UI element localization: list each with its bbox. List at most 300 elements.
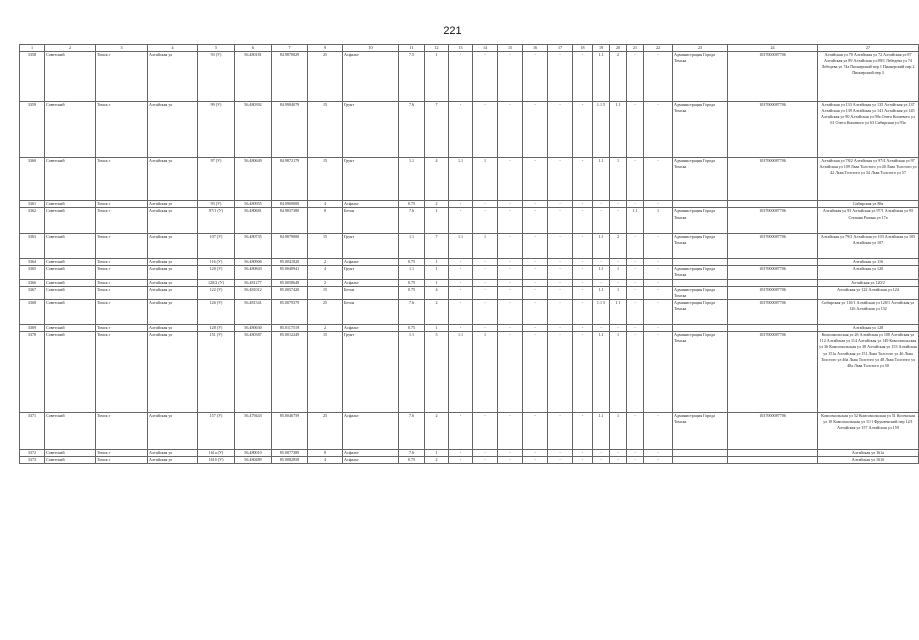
column-header: 9 [308,45,343,52]
table-cell: - [449,457,473,464]
table-row [20,457,919,464]
registry-table [19,44,919,464]
table-cell: Асфальт [343,325,399,332]
table-cell: - [573,52,593,102]
table-cell: - [548,450,573,457]
table-row [20,259,919,266]
table-cell: - [498,286,523,299]
table-cell: 8 [308,450,343,457]
table-cell: - [627,412,644,450]
table-cell: 1037000087706 [728,52,818,102]
table-cell: - [548,208,573,233]
table-cell: - [548,332,573,412]
table-cell: 56.480387 [235,332,272,412]
table-cell: - [473,201,498,208]
table-cell: - [449,412,473,450]
table-cell: - [627,259,644,266]
table-cell: - [644,279,673,286]
table-cell: Алтайская ул 133 Алтайская ул 135 Алтайская ул 137 Алтайская ул 139 Алтайская ул 141 Алтайская ул 145 Алтайская ул 90 Алтайская ул 90а Олега Кошевого ул 61 Олега Кошевого ул 63 Сибирская ул 93а [818,101,919,157]
table-cell: Алтайская ул 70 Алтайская ул 72 Алтайская ул 87 Алтайская ул 89 Алтайская ул 89/1 Лебедева ул 74 Лебедева ул 74а Пионерский пер 1 Пионерский пер 2 Пионерский пер 3 [818,52,919,102]
table-cell: Алтайская ул [148,457,198,464]
table-cell: 1 [610,157,627,201]
table-cell: - [523,299,548,324]
table-cell: - [610,450,627,457]
table-cell: 56.480181 [235,52,272,102]
table-cell: - [548,259,573,266]
table-cell: 1.1 [593,286,610,299]
table-row [20,208,919,233]
column-header: 27 [818,45,919,52]
table-cell: 25 [308,52,343,102]
table-cell: - [523,157,548,201]
table-cell: 56.480681 [235,208,272,233]
table-cell: Томск г [96,233,148,258]
table-row [20,450,919,457]
table-cell: Томск г [96,412,148,450]
table-cell: - [449,279,473,286]
table-cell: - [573,299,593,324]
table-cell: - [498,208,523,233]
table-cell: 7.6 [399,101,425,157]
table-cell: - [573,208,593,233]
table-cell: 157 (У) [198,412,235,450]
table-cell: 1 1 [610,101,627,157]
table-cell: - [573,450,593,457]
table-cell: 4 [308,266,343,279]
table-cell: Советский [45,325,96,332]
table-cell: Алтайская ул [148,450,198,457]
table-cell: - [627,157,644,201]
table-cell: 56.480630 [235,325,272,332]
table-cell: Администрация Города Томска [673,332,728,412]
table-cell: 4 [425,157,449,201]
table-cell [728,325,818,332]
table-cell: Асфальт [343,201,399,208]
table-cell: - [627,52,644,102]
table-cell: 3368 [20,299,45,324]
table-cell: - [473,101,498,157]
table-cell: Грунт [343,157,399,201]
table-cell: 1037000087706 [728,332,818,412]
table-cell: Алтайская ул [148,279,198,286]
table-cell: - [498,332,523,412]
table-cell: - [449,259,473,266]
table-cell: - [523,208,548,233]
table-cell: 1.1 [399,157,425,201]
table-cell: Алтайская ул 116 [818,259,919,266]
table-cell: 1037000087706 [728,286,818,299]
table-cell: 1.1 [449,332,473,412]
table-cell: - [644,266,673,279]
table-cell: Алтайская ул 161а [818,450,919,457]
table-cell: Грунт [343,332,399,412]
table-cell: - [498,259,523,266]
table-cell [728,457,818,464]
table-cell: - [473,412,498,450]
table-cell: 56.480392 [235,101,272,157]
table-cell: - [627,457,644,464]
table-cell: Асфальт [343,412,399,450]
table-cell: Администрация Города Томска [673,52,728,102]
table-cell: 1 [425,52,449,102]
table-cell: 0.75 [399,325,425,332]
table-cell: 3372 [20,450,45,457]
table-cell: - [548,266,573,279]
table-cell [673,457,728,464]
table-cell: 1037000087706 [728,208,818,233]
table-cell: - [644,286,673,299]
table-cell: 122 (У) [198,286,235,299]
table-cell: - [593,450,610,457]
table-cell: Администрация Города Томска [673,412,728,450]
table-cell: 56.481012 [235,286,272,299]
table-cell: Советский [45,286,96,299]
table-cell: - [473,208,498,233]
page-number: 221 [443,25,462,37]
table-cell: - [523,101,548,157]
table-cell: 1.1 5 [593,101,610,157]
column-header: 2 [45,45,96,52]
table-cell: 1.1 [449,233,473,258]
table-cell: - [473,266,498,279]
table-cell: - [573,286,593,299]
table-cell: Томск г [96,332,148,412]
table-cell: Асфальт [343,52,399,102]
table-cell: Томск г [96,286,148,299]
table-cell: - [627,201,644,208]
table-cell: 1.1 [449,157,473,201]
table-cell: 116 (У) [198,259,235,266]
table-cell: 1 [425,208,449,233]
table-cell: - [449,201,473,208]
table-cell: - [498,101,523,157]
table-cell: 3370 [20,332,45,412]
table-cell: Советский [45,457,96,464]
table-cell: - [548,457,573,464]
table-cell: Грунт [343,233,399,258]
table-cell: 85.0041820 [272,259,308,266]
table-cell [673,279,728,286]
table-cell: 2 [308,279,343,286]
table-cell: - [644,201,673,208]
table-cell: - [573,101,593,157]
table-cell: - [498,325,523,332]
table-cell: 107 (У) [198,233,235,258]
table-cell [673,201,728,208]
table-cell: Администрация Города Томска [673,266,728,279]
table-cell: - [644,157,673,201]
table-cell: 1 [610,412,627,450]
table-cell: 1037000087706 [728,101,818,157]
table-row [20,233,919,258]
table-cell: - [498,266,523,279]
table-cell: - [627,286,644,299]
table-cell: 2 [425,412,449,450]
table-cell: Советский [45,157,96,201]
table-cell: 15 [308,101,343,157]
table-cell: Томск г [96,457,148,464]
table-cell: - [523,457,548,464]
table-cell: 2 [425,457,449,464]
table-cell: Алтайская ул 161б [818,457,919,464]
table-cell: Асфальт [343,457,399,464]
table-cell [728,259,818,266]
table-cell: Алтайская ул [148,208,198,233]
table-cell: 1 [473,332,498,412]
table-cell: - [548,325,573,332]
table-cell: Алтайская ул 93 Алтайская ул 97/1 Алтайская ул 95 Степана Разина ул 17а [818,208,919,233]
table-cell: - [498,457,523,464]
table-cell: 2 [610,233,627,258]
table-cell: 1 [425,266,449,279]
table-cell: Советский [45,259,96,266]
table-cell: 84.9870029 [272,52,308,102]
table-cell: 56.480010 [235,450,272,457]
table-cell: - [473,286,498,299]
table-cell: 1 [610,266,627,279]
table-cell: Комсомольская ул 52 Комсомольская ул 51 Косенская ул 10 Комсомольская ул 11/1 Фрунзенский пер 12/1 Алтайская ул 157 Алтайская ул 159 [818,412,919,450]
table-cell: - [573,259,593,266]
table-cell: - [449,299,473,324]
table-cell: - [548,201,573,208]
table-cell: 1 [425,259,449,266]
column-header: 4 [148,45,198,52]
table-cell: 3371 [20,412,45,450]
column-header: 12 [425,45,449,52]
table-cell: 84.9872179 [272,157,308,201]
table-cell: - [593,201,610,208]
table-cell: Томск г [96,208,148,233]
table-cell: 85.0077389 [272,450,308,457]
column-header: 3 [96,45,148,52]
table-cell: Томск г [96,299,148,324]
table-cell: Советский [45,299,96,324]
table-cell: - [573,201,593,208]
table-cell [673,325,728,332]
table-cell: 4 [308,457,343,464]
table-cell: - [644,101,673,157]
table-cell: Асфальт [343,450,399,457]
table-cell: - [523,266,548,279]
table-cell: Томск г [96,325,148,332]
table-cell: 1 [473,233,498,258]
table-cell: Советский [45,201,96,208]
table-cell: 2 [308,325,343,332]
table-cell: - [498,450,523,457]
table-cell: - [610,259,627,266]
table-cell: 56.480735 [235,233,272,258]
table-cell: - [644,450,673,457]
table-cell: Советский [45,450,96,457]
column-header: 20 [610,45,627,52]
table-cell: - [627,332,644,412]
table-cell: - [473,325,498,332]
table-cell: - [498,157,523,201]
table-cell: Асфальт [343,259,399,266]
table-cell: - [627,279,644,286]
table-cell: - [573,332,593,412]
table-row [20,266,919,279]
table-cell: - [449,208,473,233]
table-cell: 3360 [20,157,45,201]
table-cell: 1.1 [593,332,610,412]
table-cell: 161б (У) [198,457,235,464]
table-cell: - [548,299,573,324]
table-cell: Алтайская ул 79/2 Алтайская ул 103 Алтайская ул 105 Алтайская ул 107 [818,233,919,258]
column-header: 13 [449,45,473,52]
table-cell: 15 [308,157,343,201]
table-cell: Алтайская ул [148,157,198,201]
table-cell: - [573,412,593,450]
table-cell: 25 [308,412,343,450]
column-header: 7 [272,45,308,52]
table-cell: - [573,157,593,201]
table-cell: - [449,52,473,102]
table-cell: 3373 [20,457,45,464]
column-header: 11 [399,45,425,52]
table-cell: Советский [45,412,96,450]
table-cell: 56.479443 [235,412,272,450]
table-cell: 8 [308,208,343,233]
table-cell: Алтайская ул [148,259,198,266]
table-cell: Сибирская ул 110/1 Алтайская ул 120/1 Алтайская ул 126 Алтайская ул 132 [818,299,919,324]
table-cell: Алтайская ул [148,201,198,208]
table-cell: - [523,286,548,299]
table-cell: 7.6 [399,299,425,324]
table-cell: 7 [425,101,449,157]
table-cell: - [498,52,523,102]
table-cell: - [498,299,523,324]
column-header: 24 [728,45,818,52]
column-header: 19 [593,45,610,52]
table-cell: Грунт [343,101,399,157]
table-cell: Советский [45,52,96,102]
table-cell: - [573,266,593,279]
table-cell [728,450,818,457]
table-cell: Бетон [343,299,399,324]
table-cell: Советский [45,266,96,279]
table-cell: Советский [45,101,96,157]
table-cell: Алтайская ул [148,233,198,258]
table-cell: - [473,299,498,324]
table-cell: 3358 [20,52,45,102]
table-cell: 85.0082858 [272,457,308,464]
table-cell: 25 [308,299,343,324]
table-cell: 1.1 5 [593,299,610,324]
table-cell: Алтайская ул 120 [818,266,919,279]
table-cell: - [498,233,523,258]
table-cell: 1 1 [610,299,627,324]
table-row [20,412,919,450]
table-cell: 2 [308,259,343,266]
table-cell: 1 [644,208,673,233]
table-cell: - [498,201,523,208]
table-cell: 85.0058649 [272,279,308,286]
table-cell: - [593,279,610,286]
table-cell: - [627,233,644,258]
table-cell: Томск г [96,266,148,279]
table-cell: 85.0040941 [272,266,308,279]
table-cell: - [593,325,610,332]
table-cell: 85.0079379 [272,299,308,324]
table-cell: - [593,457,610,464]
column-header: 22 [644,45,673,52]
table-cell: - [449,325,473,332]
table-cell: 1037000087706 [728,233,818,258]
table-cell: - [548,412,573,450]
table-cell: Томск г [96,157,148,201]
table-cell: 7 [425,233,449,258]
table-cell: Бетон [343,208,399,233]
table-cell: Алтайская ул 122 Алтайская ул 124 [818,286,919,299]
table-cell: 161а (У) [198,450,235,457]
table-cell [728,201,818,208]
table-cell: 97 (У) [198,157,235,201]
table-cell: 1037000087706 [728,412,818,450]
table-cell: Администрация Города Томска [673,101,728,157]
table-cell: Бетон [343,286,399,299]
table-cell: - [523,201,548,208]
table-cell: - [523,279,548,286]
table-cell: Алтайская ул [148,101,198,157]
table-cell: - [473,450,498,457]
table-cell: 1.1 [593,412,610,450]
table-cell: 7.5 [399,52,425,102]
table-cell: 84.9904079 [272,101,308,157]
table-cell: Администрация Города Томска [673,233,728,258]
table-cell: 3361 [20,201,45,208]
table-row [20,52,919,102]
table-cell: 4 [308,201,343,208]
table-cell: - [627,299,644,324]
table-row [20,332,919,412]
table-cell: 1 [425,450,449,457]
table-cell: 85.0117519 [272,325,308,332]
table-cell: 0.75 [399,201,425,208]
table-cell: - [610,201,627,208]
table-cell: - [610,279,627,286]
table-cell: 120 (У) [198,266,235,279]
table-cell: 0.75 [399,286,425,299]
table-cell: - [644,457,673,464]
table-cell: 2 [425,299,449,324]
table-cell: Асфальт [343,279,399,286]
table-row [20,101,919,157]
table-cell [673,450,728,457]
table-cell: Администрация Города Томска [673,299,728,324]
table-cell: 1.1 [399,233,425,258]
table-cell: 56.480489 [235,457,272,464]
table-cell: - [627,325,644,332]
table-cell: - [573,325,593,332]
table-cell: - [449,286,473,299]
table-cell: - [644,412,673,450]
table-cell: 4 [425,286,449,299]
column-header: 21 [627,45,644,52]
table-cell: Томск г [96,279,148,286]
table-cell: 1 [473,157,498,201]
table-cell: - [523,412,548,450]
table-cell: - [627,101,644,157]
table-cell: - [473,259,498,266]
table-cell: - [449,266,473,279]
table-cell: Советский [45,332,96,412]
table-cell: 3369 [20,325,45,332]
table-cell: - [449,101,473,157]
table-cell: 15 [308,233,343,258]
table-cell: Грунт [343,266,399,279]
table-cell: - [449,450,473,457]
